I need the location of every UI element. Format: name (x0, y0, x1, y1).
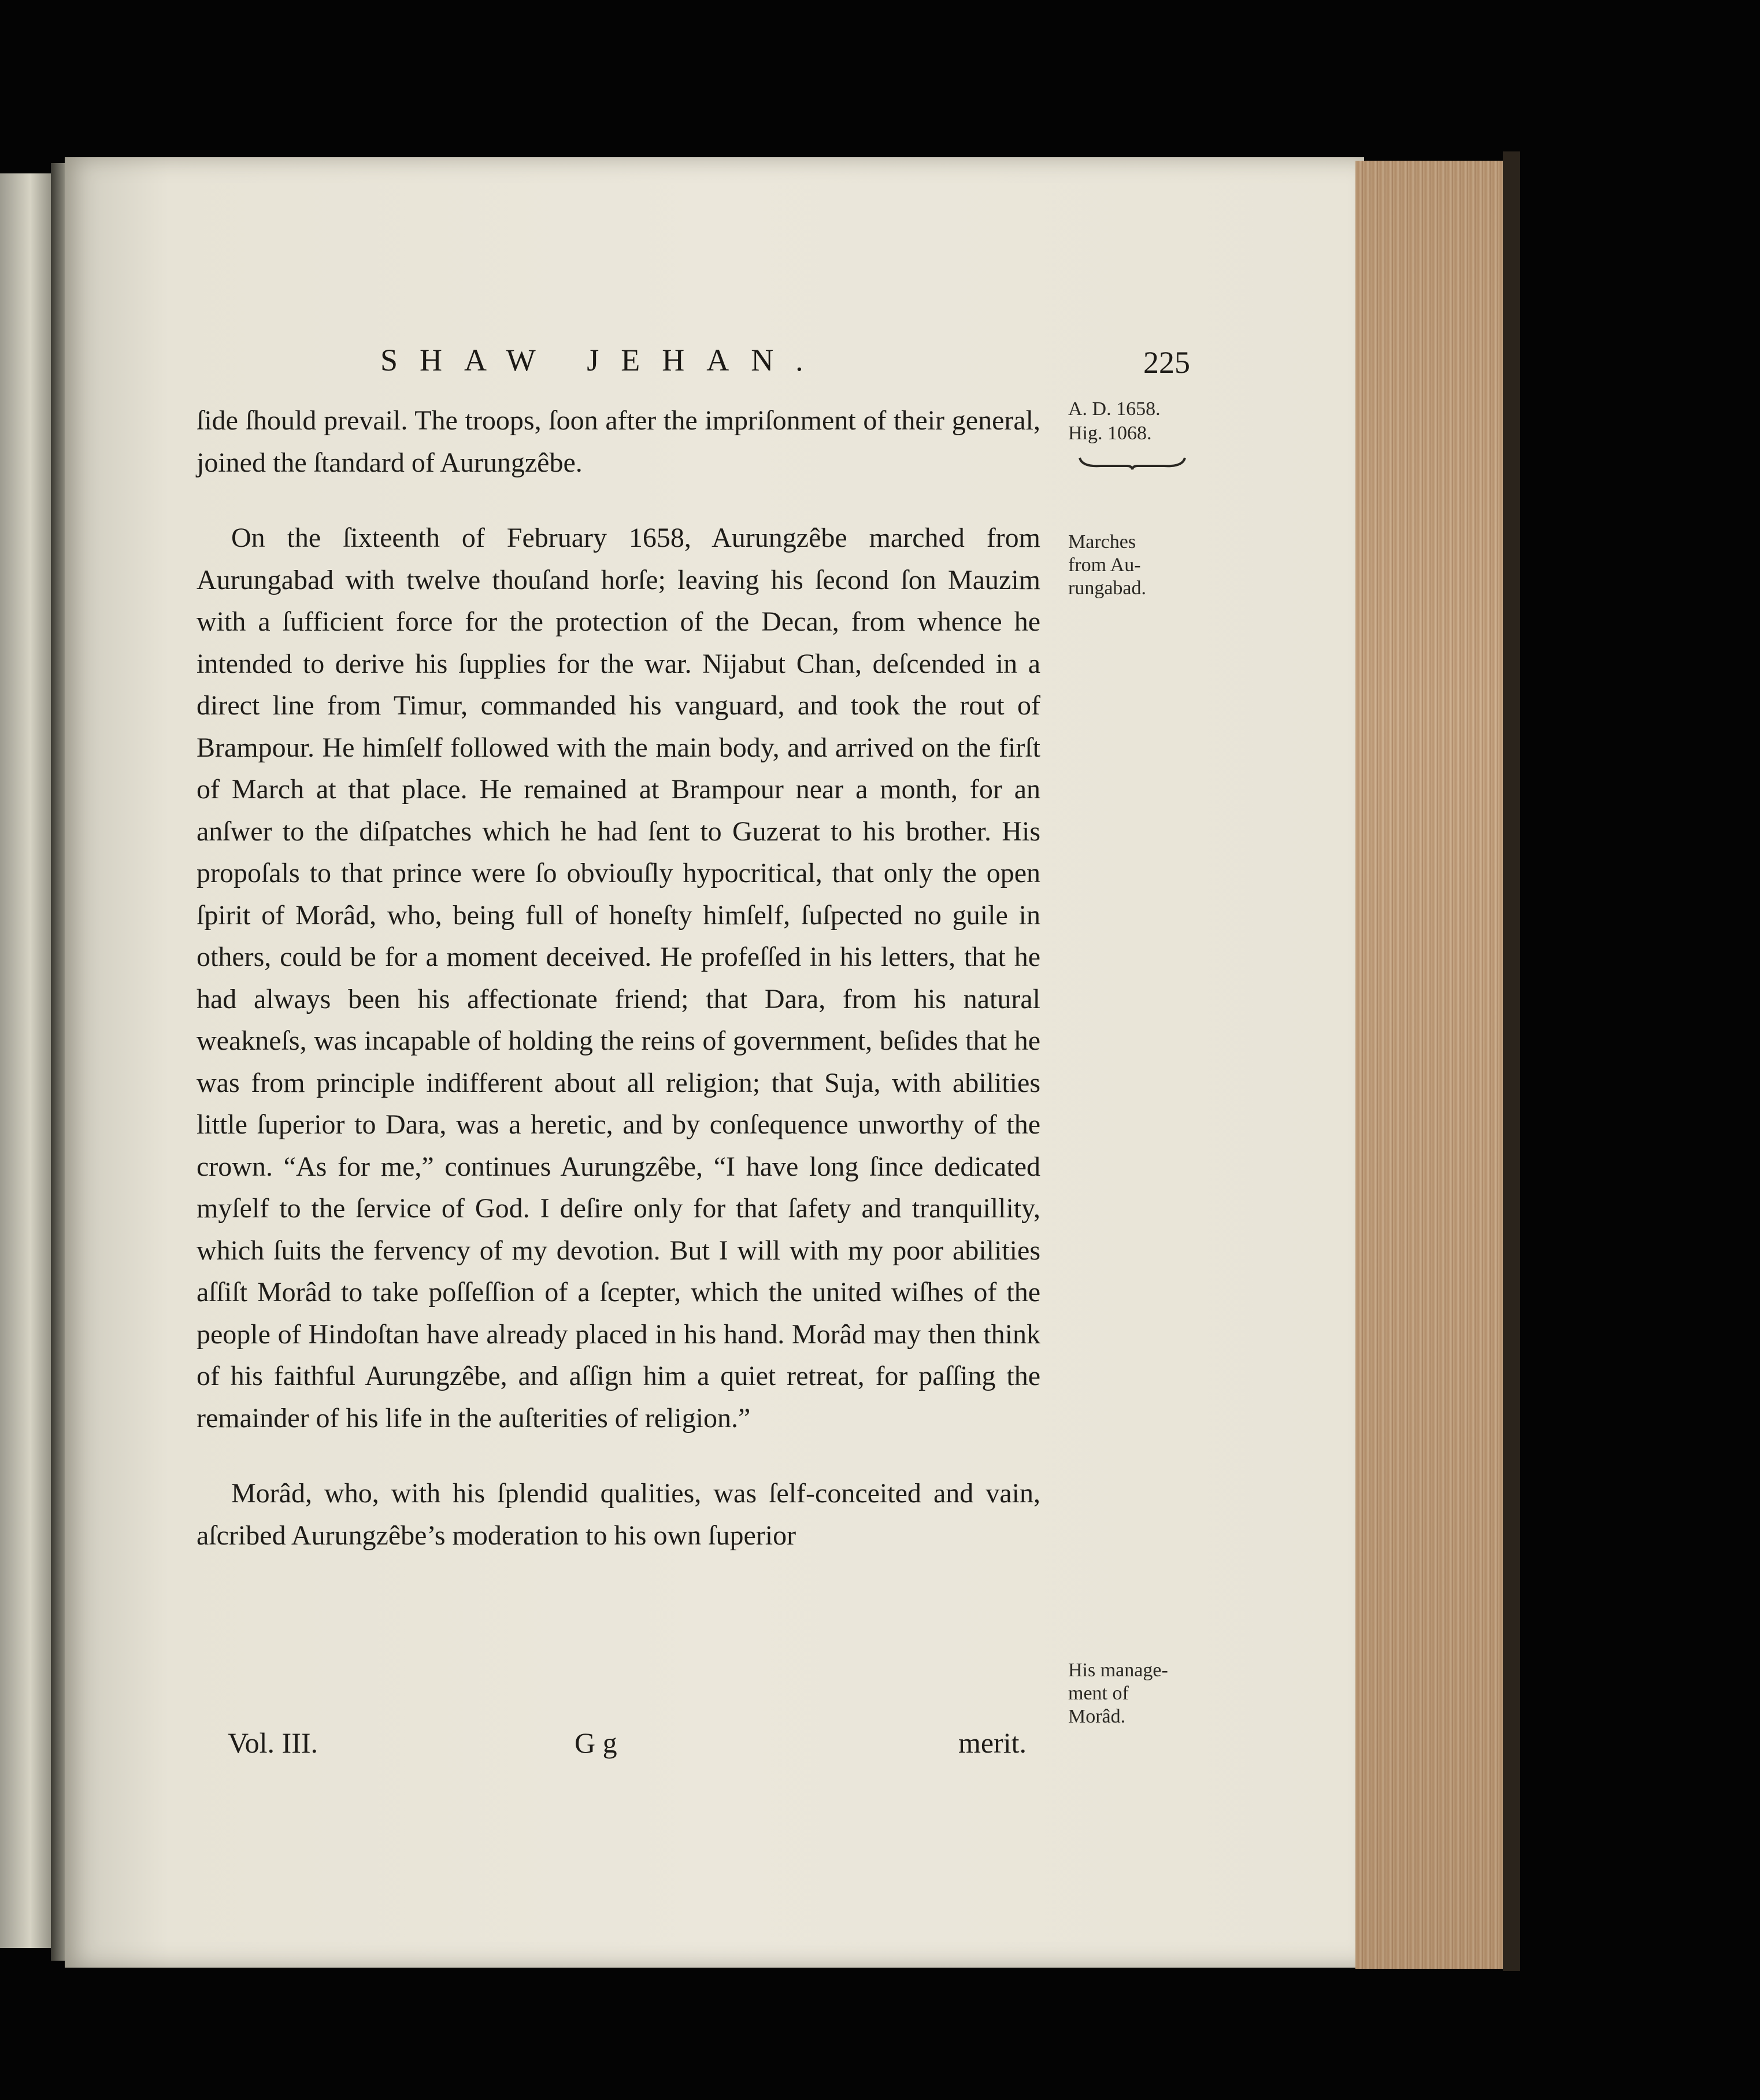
sidenote-date-line2: Hig. 1068. (1068, 423, 1152, 444)
page-number: 225 (1143, 345, 1190, 380)
body-text (197, 400, 1040, 1557)
sidenote-marches: Marches from Au- rungabad. (1068, 531, 1147, 599)
paragraph-1: ſide ſhould prevail. The troops, ſoon after the impriſonment of their general, joined the ſtandard of Aurungzêbe. (197, 405, 1040, 478)
book-cover-edge (1503, 151, 1520, 1971)
running-head: SHAW JEHAN. (380, 343, 825, 377)
sidenote-management: His manage- ment of Morâd. (1068, 1660, 1168, 1727)
paragraph-3: Morâd, who, with his ſplendid qualities, was ſelf-conceited and vain, aſcribed Aurungzêbe’s moderation to his own ſuperior (197, 1478, 1040, 1551)
brace-icon (1077, 455, 1187, 471)
page-block-edge (1355, 161, 1511, 1969)
paragraph-2: On the ſixteenth of February 1658, Aurungzêbe marched from Aurungabad with twelve thouſand horſe; leaving his ſecond ſon Mauzim with a ſufficient force for the protection of the Decan, from whence he intended to derive his ſupplies for the war. Nijabut Chan, deſcended in a direct line from Timur, commanded his vanguard, and took the rout of Brampour. He himſelf followed with the main body, and arrived on the firſt of March at that place. He remained at Brampour near a month, for an anſwer to the diſpatches which he had ſent to Guzerat to his brother. His propoſals to that prince were ſo obviouſly hypocritical, that only the open ſpirit of Morâd, who, being full of honeſty himſelf, ſuſpected no guile in others, could be for a moment deceived. He profeſſed in his letters, that he had always been his affectionate friend; that Dara, from his natural weakneſs, was incapable of holding the reins of government, beſides that he was from principle indifferent about all religion; that Suja, with abilities little ſuperior to Dara, was a heretic, and by conſequence unworthy of the crown. “As for me,” continues Aurungzêbe, “I have long ſince dedicated myſelf to the ſervice of God. I deſire only for that ſafety and tranquillity, which ſuits the fervency of my devotion. But I will with my poor abilities aſſiſt Morâd to take poſſeſſion of a ſcepter, which the united wiſhes of the people of Hindoſtan have already placed in his hand. Morâd may then think of his faithful Aurungzêbe, and aſſign him a quiet retreat, for paſſing the remainder of his life in the auſterities of religion.” (197, 523, 1040, 1434)
footer-signature: G g (575, 1727, 617, 1759)
footer-catchword: merit. (958, 1727, 1027, 1759)
left-page-edge (0, 173, 55, 1948)
sidenote-date-line1: A. D. 1658. (1068, 398, 1161, 420)
footer-volume: Vol. III. (228, 1727, 318, 1759)
